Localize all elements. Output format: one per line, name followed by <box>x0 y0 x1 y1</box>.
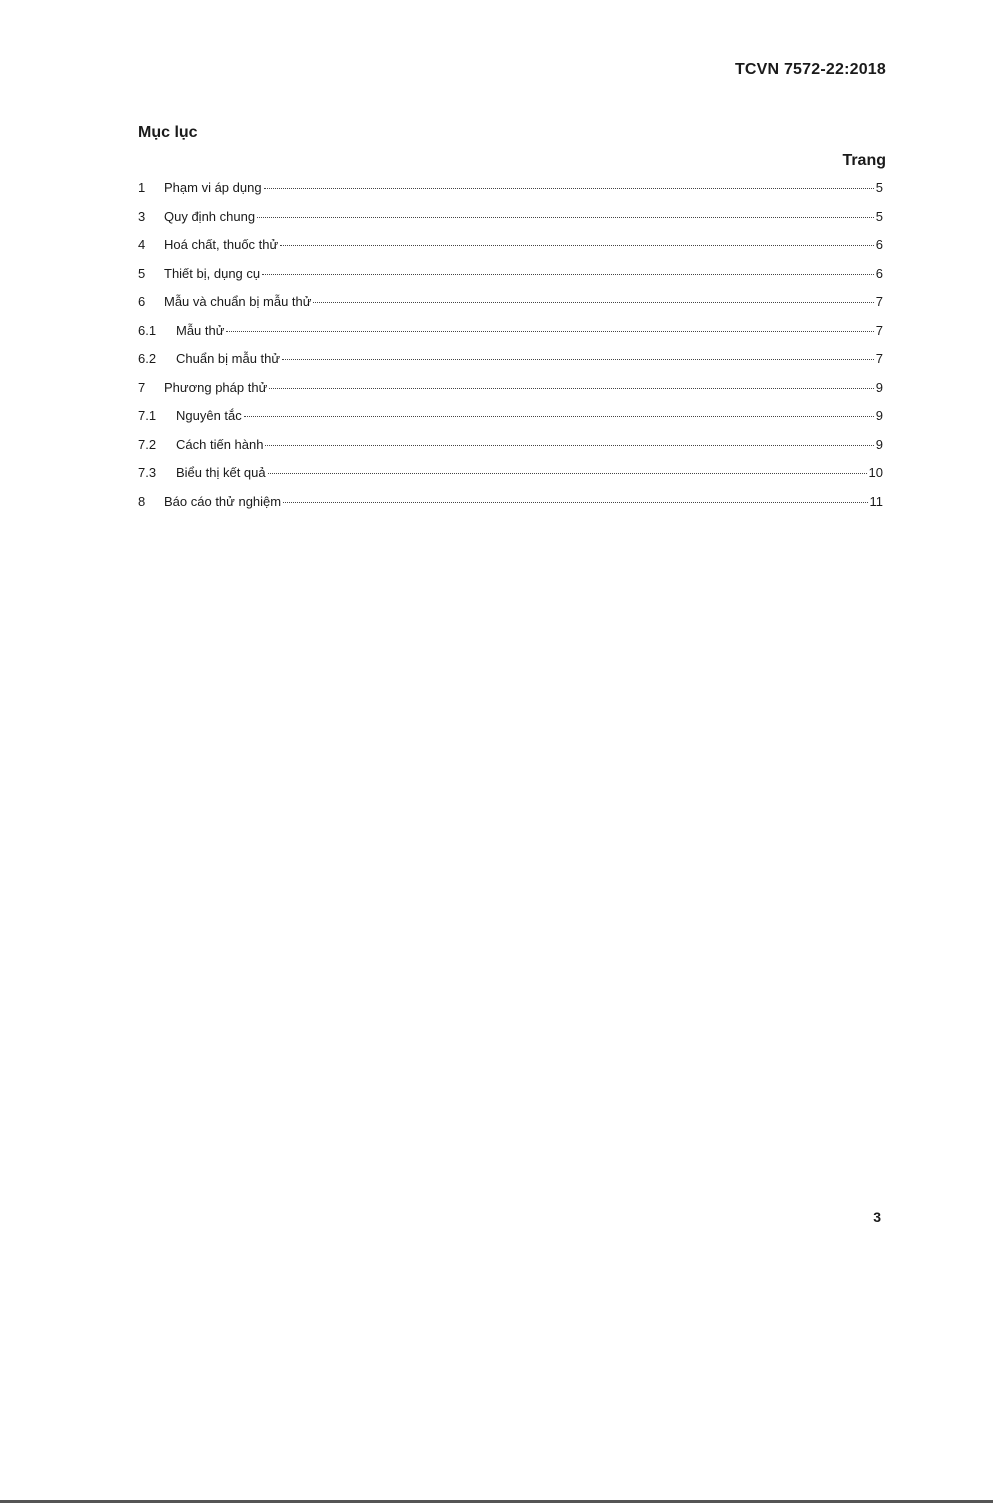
toc-leader-dots <box>280 245 874 246</box>
toc-leader-dots <box>313 302 873 303</box>
toc-entry-label: Thiết bị, dụng cụ <box>164 265 261 281</box>
toc-entry[interactable] <box>138 351 883 380</box>
toc-entry-page: 7 <box>875 294 883 309</box>
toc-entry-page: 7 <box>875 322 883 338</box>
toc-entry-number: 7 <box>138 379 146 395</box>
toc-entry-label: Chuẩn bị mẫu thử <box>176 351 281 366</box>
toc-entry-page: 5 <box>875 208 883 224</box>
toc-leader-dots <box>282 359 874 360</box>
toc-entry-page: 7 <box>875 351 883 366</box>
toc-leader-dots <box>268 473 867 474</box>
toc-leader-dots <box>244 416 874 417</box>
toc-entry[interactable] <box>138 408 883 437</box>
toc-entry[interactable] <box>138 237 883 266</box>
toc-entry-page: 9 <box>875 379 883 395</box>
toc-entry-number: 1 <box>138 180 146 195</box>
toc-entry[interactable] <box>138 266 883 295</box>
toc-entry-label: Phạm vi áp dụng <box>164 180 262 195</box>
page-column-label: Trang <box>842 152 886 169</box>
toc-entry-label: Nguyên tắc <box>176 408 242 423</box>
toc-entry-page: 9 <box>875 436 883 452</box>
toc-entry-number: 8 <box>138 493 146 509</box>
toc-entry-page: 6 <box>875 237 883 252</box>
toc-entry-number: 6 <box>138 294 146 309</box>
toc-leader-dots <box>257 217 874 218</box>
toc-entry-number: 7.2 <box>138 436 157 452</box>
document-code: TCVN 7572-22:2018 <box>734 61 886 78</box>
toc-entry-label: Cách tiến hành <box>176 436 264 452</box>
toc-entry[interactable] <box>138 494 883 523</box>
toc-entry-label: Hoá chất, thuốc thử <box>164 237 279 252</box>
table-of-contents <box>138 180 883 522</box>
toc-leader-dots <box>283 502 867 503</box>
toc-leader-dots <box>226 331 873 332</box>
toc-entry[interactable] <box>138 294 883 323</box>
toc-leader-dots <box>262 274 874 275</box>
toc-entry-label: Biểu thị kết quả <box>176 465 266 480</box>
toc-entry-label: Mẫu thử <box>176 322 225 338</box>
toc-entry[interactable] <box>138 209 883 238</box>
toc-entry[interactable] <box>138 180 883 209</box>
toc-entry[interactable] <box>138 380 883 409</box>
toc-leader-dots <box>265 445 873 446</box>
toc-entry-page: 10 <box>868 465 883 480</box>
toc-entry-label: Báo cáo thử nghiệm <box>164 493 282 509</box>
toc-entry[interactable] <box>138 437 883 466</box>
toc-entry-page: 11 <box>869 493 883 509</box>
toc-entry-page: 5 <box>875 180 883 195</box>
toc-leader-dots <box>269 388 873 389</box>
toc-entry-number: 5 <box>138 265 146 281</box>
toc-entry-number: 7.1 <box>138 408 157 423</box>
toc-entry-page: 9 <box>875 408 883 423</box>
page-number: 3 <box>873 1209 881 1225</box>
toc-entry-label: Mẫu và chuẩn bị mẫu thử <box>164 294 312 309</box>
toc-entry-number: 7.3 <box>138 465 157 480</box>
toc-entry-number: 3 <box>138 208 146 224</box>
toc-entry-number: 6.2 <box>138 351 157 366</box>
toc-entry-label: Phương pháp thử <box>164 379 268 395</box>
toc-entry-label: Quy định chung <box>164 208 256 224</box>
toc-title: Mục lục <box>138 124 198 141</box>
toc-leader-dots <box>264 188 874 189</box>
toc-entry[interactable] <box>138 323 883 352</box>
toc-entry-number: 4 <box>138 237 146 252</box>
toc-entry-number: 6.1 <box>138 322 157 338</box>
toc-entry-page: 6 <box>875 265 883 281</box>
toc-entry[interactable] <box>138 465 883 494</box>
